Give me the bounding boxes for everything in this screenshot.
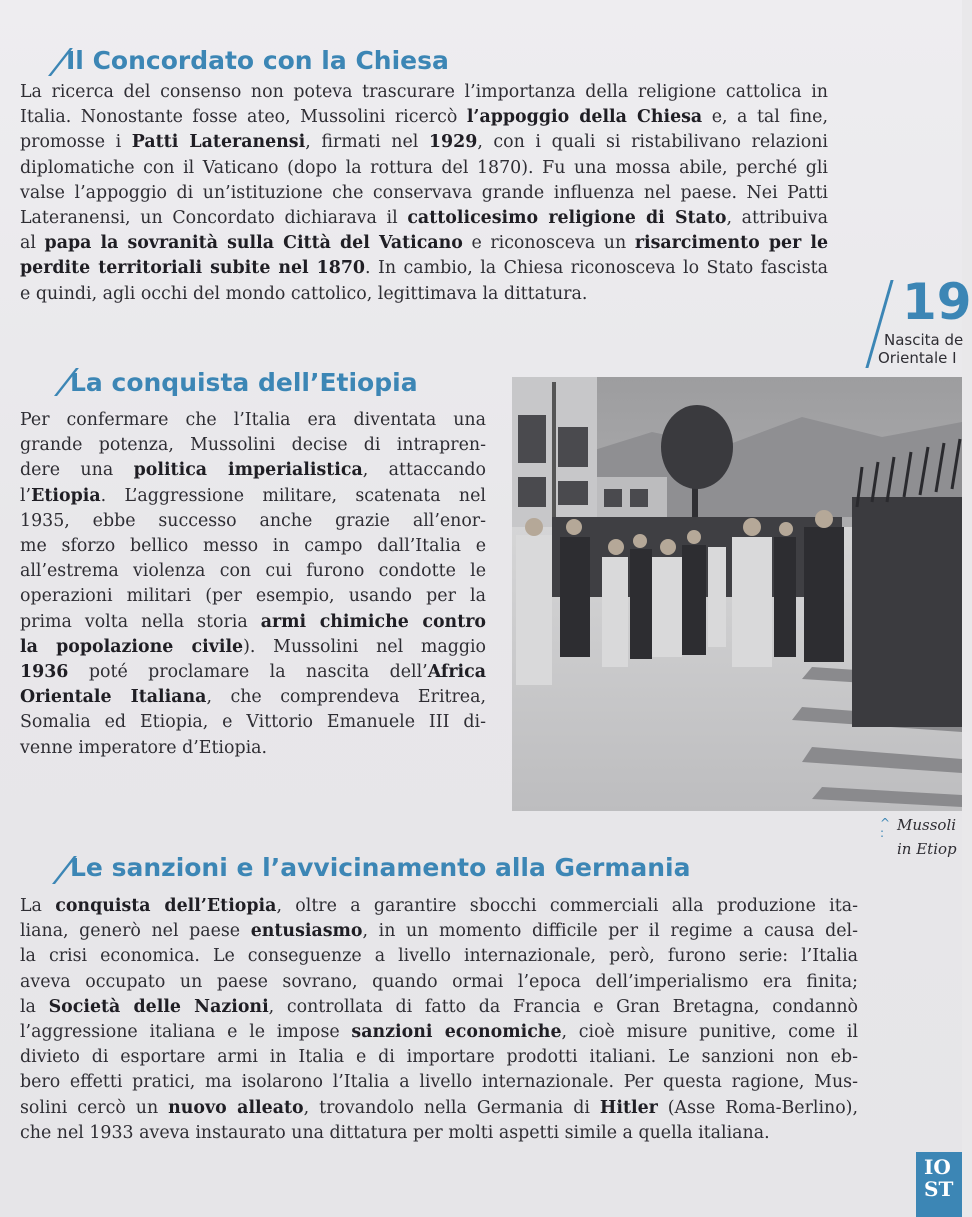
text-run: venne imperatore d’Etiopia.: [20, 737, 268, 758]
text-run: Somalia ed Etiopia, e Vittorio Emanuele III di-: [20, 712, 486, 733]
paragraph-line: [20, 156, 828, 181]
bold-term: perdite territoriali subite nel 1870: [20, 258, 366, 279]
bold-term: politica imperialistica: [133, 460, 363, 481]
paragraph-line: [20, 1096, 858, 1121]
corner-tab: [916, 1152, 962, 1217]
bold-term: Orientale Italiana: [20, 687, 207, 708]
corner-tab-line-2: ST: [924, 1177, 954, 1201]
photo-caption-line-1: Mussoli: [897, 816, 957, 834]
text-run: La: [20, 896, 56, 916]
paragraph-line: [20, 256, 828, 281]
paragraph-line: [20, 635, 486, 660]
text-run: la crisi economica. Le conseguenze a livello internazionale, però, furono serie: l’Italia: [20, 946, 858, 967]
text-run: , firmati nel: [305, 132, 429, 153]
paragraph-line: [20, 710, 486, 735]
text-run: , in un momento difficile per il regime a causa del-: [362, 921, 858, 942]
text-run: divieto di esportare armi in Italia e di importare prodotti italiani. Le sanzioni non eb-: [20, 1047, 858, 1068]
text-run: e quindi, agli occhi del mondo cattolico, legittimava la dittatura.: [20, 283, 588, 304]
bold-term: Etiopia: [31, 485, 101, 506]
text-run: grande potenza, Mussolini decise di intrapren-: [20, 435, 486, 456]
bold-term: entusiasmo: [250, 921, 363, 942]
bold-term: risarcimento per le: [634, 233, 829, 254]
text-run: , con i quali si ristabilivano relazioni: [477, 132, 828, 153]
section-heading-concordato: Il Concordato con la Chiesa: [66, 46, 449, 75]
bold-term: 1929: [428, 132, 478, 153]
caption-marker-icon: ^ :: [880, 816, 891, 840]
text-run: , trovandolo nella Germania di: [303, 1097, 600, 1118]
text-run: liana, generò nel paese: [20, 921, 251, 942]
text-run: poté proclamare la nascita dell’: [68, 662, 428, 683]
text-run: valse l’appoggio di un’istituzione che conservava grande influenza nel paese. Nei Patti: [20, 182, 828, 203]
text-run: La ricerca del consenso non poteva trascurare l’importanza della religione cattolica in: [20, 82, 828, 102]
text-run: che nel 1933 aveva instaurato una dittatura per molti aspetti simile a quella italiana.: [20, 1122, 770, 1143]
text-run: . L’aggressione militare, scatenata nel: [100, 485, 486, 506]
corner-tab-line-1: IO: [924, 1155, 951, 1179]
text-run: operazioni militari (per esempio, usando per la: [20, 586, 486, 607]
text-run: bero effetti pratici, ma isolarono l’Italia a livello internazionale. Per questa ragione, Mus-: [20, 1072, 858, 1093]
bold-term: Società delle Nazioni: [48, 996, 269, 1017]
bold-term: la popolazione civile: [20, 636, 244, 657]
text-run: promosse i: [20, 132, 132, 153]
text-run: diplomatiche con il Vaticano (dopo la rottura del 1870). Fu una mossa abile, perché gli: [20, 157, 828, 178]
paragraph-line: [20, 458, 486, 483]
text-run: prima volta nella storia: [20, 611, 261, 632]
text-run: Italia. Nonostante fosse ateo, Mussolini ricercò: [20, 107, 467, 128]
timeline-text-line-2: Orientale I: [878, 349, 957, 367]
historical-photo: [512, 377, 962, 811]
paragraph-line: [20, 433, 486, 458]
section-heading-etiopia: La conquista dell’Etiopia: [70, 368, 418, 397]
text-run: Lateranensi, un Concordato dichiarava il: [20, 208, 408, 229]
photo-caption-line-2: in Etiop: [897, 840, 957, 858]
paragraph-concordato: [20, 80, 828, 307]
text-run: solini cercò un: [20, 1097, 169, 1118]
paragraph-line: [20, 995, 858, 1020]
paragraph-line: [20, 685, 486, 710]
paragraph-line: [20, 105, 828, 130]
paragraph-line: [20, 181, 828, 206]
text-run: (Asse Roma-Berlino),: [657, 1097, 858, 1118]
bold-term: Africa: [427, 662, 486, 683]
text-run: all’estrema violenza con cui furono condotte le: [20, 561, 486, 582]
paragraph-line: [20, 660, 486, 685]
paragraph-line: [20, 736, 486, 761]
paragraph-line: [20, 282, 828, 307]
paragraph-line: [20, 610, 486, 635]
paragraph-line: [20, 509, 486, 534]
text-run: aveva occupato un paese sovrano, quando ormai l’epoca dell’imperialismo era finita;: [20, 971, 858, 992]
bold-term: 1936: [20, 662, 69, 683]
text-run: ). Mussolini nel maggio: [243, 636, 486, 657]
paragraph-line: [20, 919, 858, 944]
text-run: la: [20, 996, 49, 1017]
text-run: , cioè misure punitive, come il: [561, 1022, 859, 1043]
text-run: dere una: [20, 460, 134, 481]
paragraph-line: [20, 559, 486, 584]
paragraph-etiopia: [20, 408, 486, 761]
paragraph-line: [20, 534, 486, 559]
paragraph-line: [20, 944, 858, 969]
paragraph-line: [20, 1121, 858, 1146]
text-run: . In cambio, la Chiesa riconosceva lo Stato fascista: [365, 258, 828, 279]
text-run: , attribuiva: [726, 208, 828, 229]
text-run: e riconosceva un: [462, 233, 635, 254]
paragraph-line: [20, 1020, 858, 1045]
bold-term: conquista dell’Etiopia: [55, 896, 277, 916]
section-heading-sanzioni: Le sanzioni e l’avvicinamento alla Germania: [70, 853, 691, 882]
text-run: l’aggressione italiana e le impose: [20, 1022, 352, 1043]
bold-term: cattolicesimo religione di Stato: [407, 208, 727, 229]
paragraph-line: [20, 584, 486, 609]
paragraph-line: [20, 970, 858, 995]
text-run: me sforzo bellico messo in campo dall’Italia e: [20, 536, 486, 557]
text-run: e, a tal fine,: [702, 107, 828, 128]
bold-term: l’appoggio della Chiesa: [466, 107, 703, 128]
bold-term: papa la sovranità sulla Città del Vaticano: [44, 233, 463, 254]
paragraph-line: [20, 484, 486, 509]
text-run: Per confermare che l’Italia era diventata una: [20, 410, 486, 430]
text-run: , attaccando: [362, 460, 487, 481]
bold-term: armi chimiche contro: [260, 611, 486, 632]
timeline-year: 19: [902, 273, 972, 331]
paragraph-line: [20, 1045, 858, 1070]
paragraph-line: [20, 206, 828, 231]
text-run: al: [20, 233, 45, 254]
text-run: 1935, ebbe successo anche grazie all’enor-: [20, 510, 486, 531]
timeline-text-line-1: Nascita de: [884, 331, 964, 349]
bold-term: Hitler: [599, 1097, 658, 1118]
text-run: , che comprendeva Eritrea,: [206, 687, 486, 708]
text-run: l’: [20, 485, 32, 506]
paragraph-line: [20, 1070, 858, 1095]
bold-term: Patti Lateranensi: [131, 132, 306, 153]
text-run: , controllata di fatto da Francia e Gran Bretagna, condannò: [268, 996, 858, 1017]
paragraph-sanzioni: [20, 894, 858, 1146]
paragraph-line: [20, 130, 828, 155]
paragraph-line: [20, 894, 858, 919]
paragraph-line: [20, 80, 828, 105]
bold-term: sanzioni economiche: [351, 1022, 562, 1043]
bold-term: nuovo alleato: [168, 1097, 304, 1118]
paragraph-line: [20, 408, 486, 433]
paragraph-line: [20, 231, 828, 256]
text-run: , oltre a garantire sbocchi commerciali alla produzione ita-: [276, 896, 858, 916]
